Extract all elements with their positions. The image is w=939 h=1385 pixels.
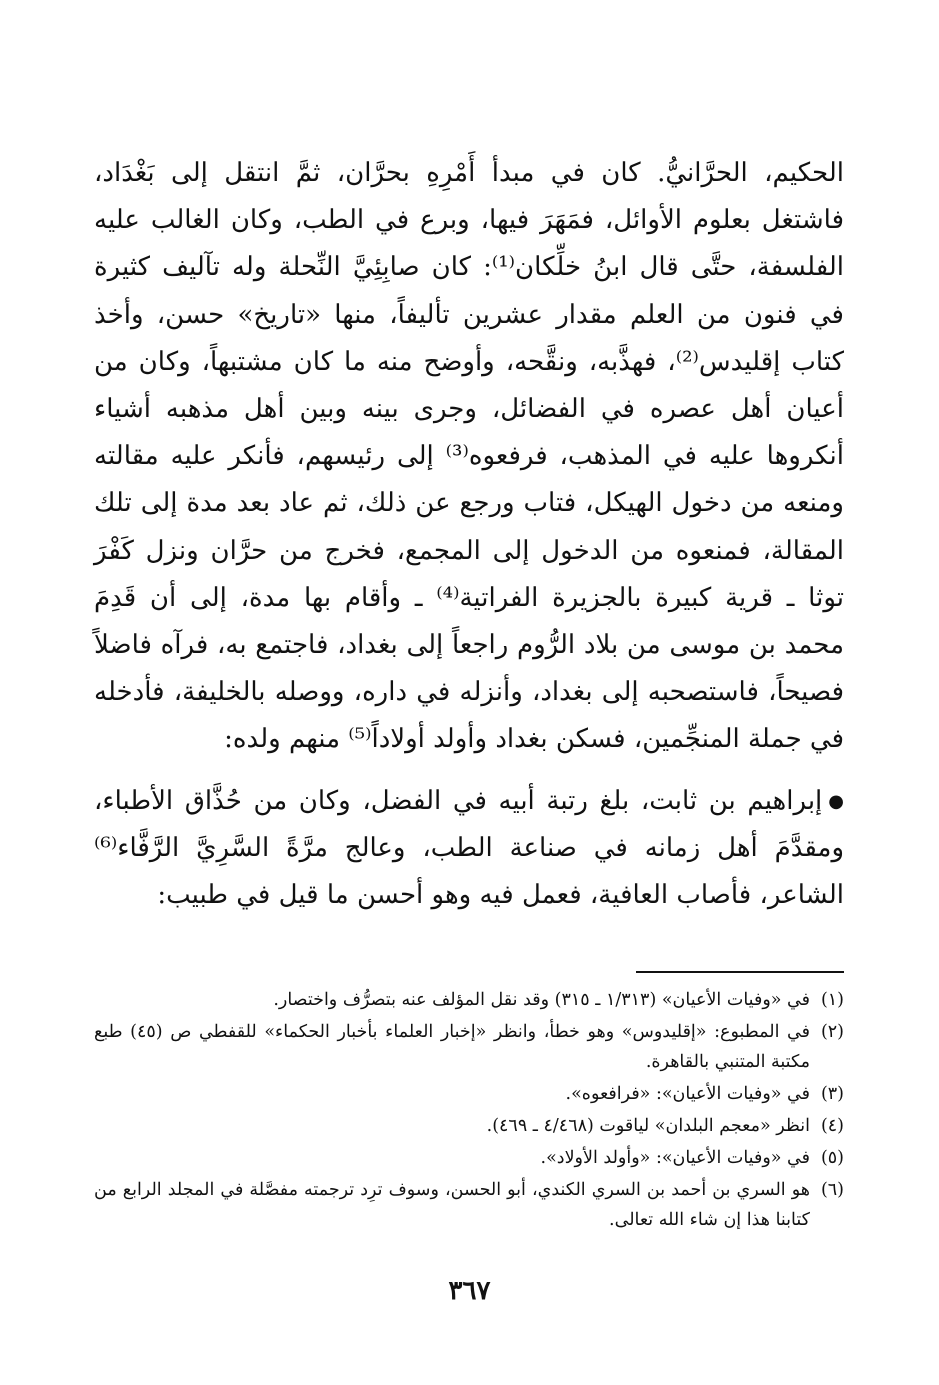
footnote-number: (١)	[820, 990, 844, 1011]
main-text	[94, 150, 844, 919]
paragraph-thabit: الحكيم، الحرَّانيُّ. كان في مبدأ أَمْرِهِ بحرَّان، ثمَّ انتقل إلى بَغْدَاد، فاشتغل بعلوم الأوائل، فمَهَرَ فيها، وبرع في الطب، وكان الغالب عليه الفلسفة، حتَّى قال ابنُ خلِّكان⁽¹⁾: كان صابِئِيَّ النِّحلة وله تآليف كثيرة في فنون من العلم مقدار عشرين تأليفاً، منها «تاريخ» حسن، وأخذ كتاب إقليدس⁽²⁾، فهذَّبه، ونقَّحه، وأوضح منه ما كان مشتبهاً، وكان من أعيان أهل عصره في الفضائل، وجرى بينه وبين أهل مذهبه أشياء أنكروها عليه في المذهب، فرفعوه⁽³⁾ إلى رئيسهم، فأنكر عليه مقالته ومنعه من دخول الهيكل، فتاب ورجع عن ذلك، ثم عاد بعد مدة إلى تلك المقالة، فمنعوه من الدخول إلى المجمع، فخرج من حرَّان ونزل كَفْرَ توثا ـ قرية كبيرة بالجزيرة الفراتية⁽⁴⁾ ـ وأقام بها مدة، إلى أن قَدِمَ محمد بن موسى من بلاد الرُّوم راجعاً إلى بغداد، فاجتمع به، فرآه فاضلاً فصيحاً، فاستصحبه إلى بغداد، وأنزله في داره، ووصله بالخليفة، فأدخله في جملة المنجِّمين، فسكن بغداد وأولد أولاداً⁽⁵⁾ منهم ولده:	[94, 158, 844, 755]
footnote-5	[94, 1143, 844, 1173]
footnote-number: (٢)	[820, 1022, 844, 1043]
footnote-text: في «وفيات الأعيان» (١/٣١٣ ـ ٣١٥) وقد نقل المؤلف عنه بتصرُّف واختصار.	[273, 990, 810, 1011]
footnote-2	[94, 1017, 844, 1077]
page-content	[94, 150, 844, 1237]
footnote-number: (٣)	[820, 1084, 844, 1105]
bullet-icon: ●	[828, 790, 844, 812]
footnote-4	[94, 1111, 844, 1141]
footnote-text: في المطبوع: «إقليدوس» وهو خطأ، وانظر «إخبار العلماء بأخبار الحكماء» للقفطي ص (٤٥) طبع مكتبة المتنبي بالقاهرة.	[94, 1022, 810, 1073]
footnote-1	[94, 985, 844, 1015]
footnote-text: هو السري بن أحمد بن السري الكندي، أبو الحسن، وسوف ترِد ترجمته مفصَّلة في المجلد الرابع من كتابنا هذا إن شاء الله تعالى.	[94, 1180, 810, 1231]
footnote-6	[94, 1175, 844, 1235]
paragraph-ibrahim	[94, 778, 844, 920]
page-number: ٣٦٧	[448, 1276, 491, 1306]
footnote-number: (٤)	[820, 1116, 844, 1137]
footnote-number: (٥)	[820, 1148, 844, 1169]
footnote-separator	[636, 971, 844, 973]
footnotes	[94, 985, 844, 1235]
footnote-text: في «وفيات الأعيان»: «فرافعوه».	[565, 1084, 810, 1105]
footnote-3	[94, 1079, 844, 1109]
footnote-text: انظر «معجم البلدان» لياقوت (٤/٤٦٨ ـ ٤٦٩).	[486, 1116, 810, 1137]
footnote-number: (٦)	[820, 1180, 844, 1201]
footnote-text: في «وفيات الأعيان»: «وأولد الأولاد».	[540, 1148, 810, 1169]
paragraph-ibrahim-text: إبراهيم بن ثابت، بلغ رتبة أبيه في الفضل، وكان من حُذَّاق الأطباء، ومقدَّمَ أهل زمانه في صناعة الطب، وعالج مرَّةً السَّرِيَّ الرَّفَّاء⁽⁶⁾ الشاعر، فأصاب العافية، فعمل فيه وهو أحسن ما قيل في طبيب:	[94, 785, 844, 911]
